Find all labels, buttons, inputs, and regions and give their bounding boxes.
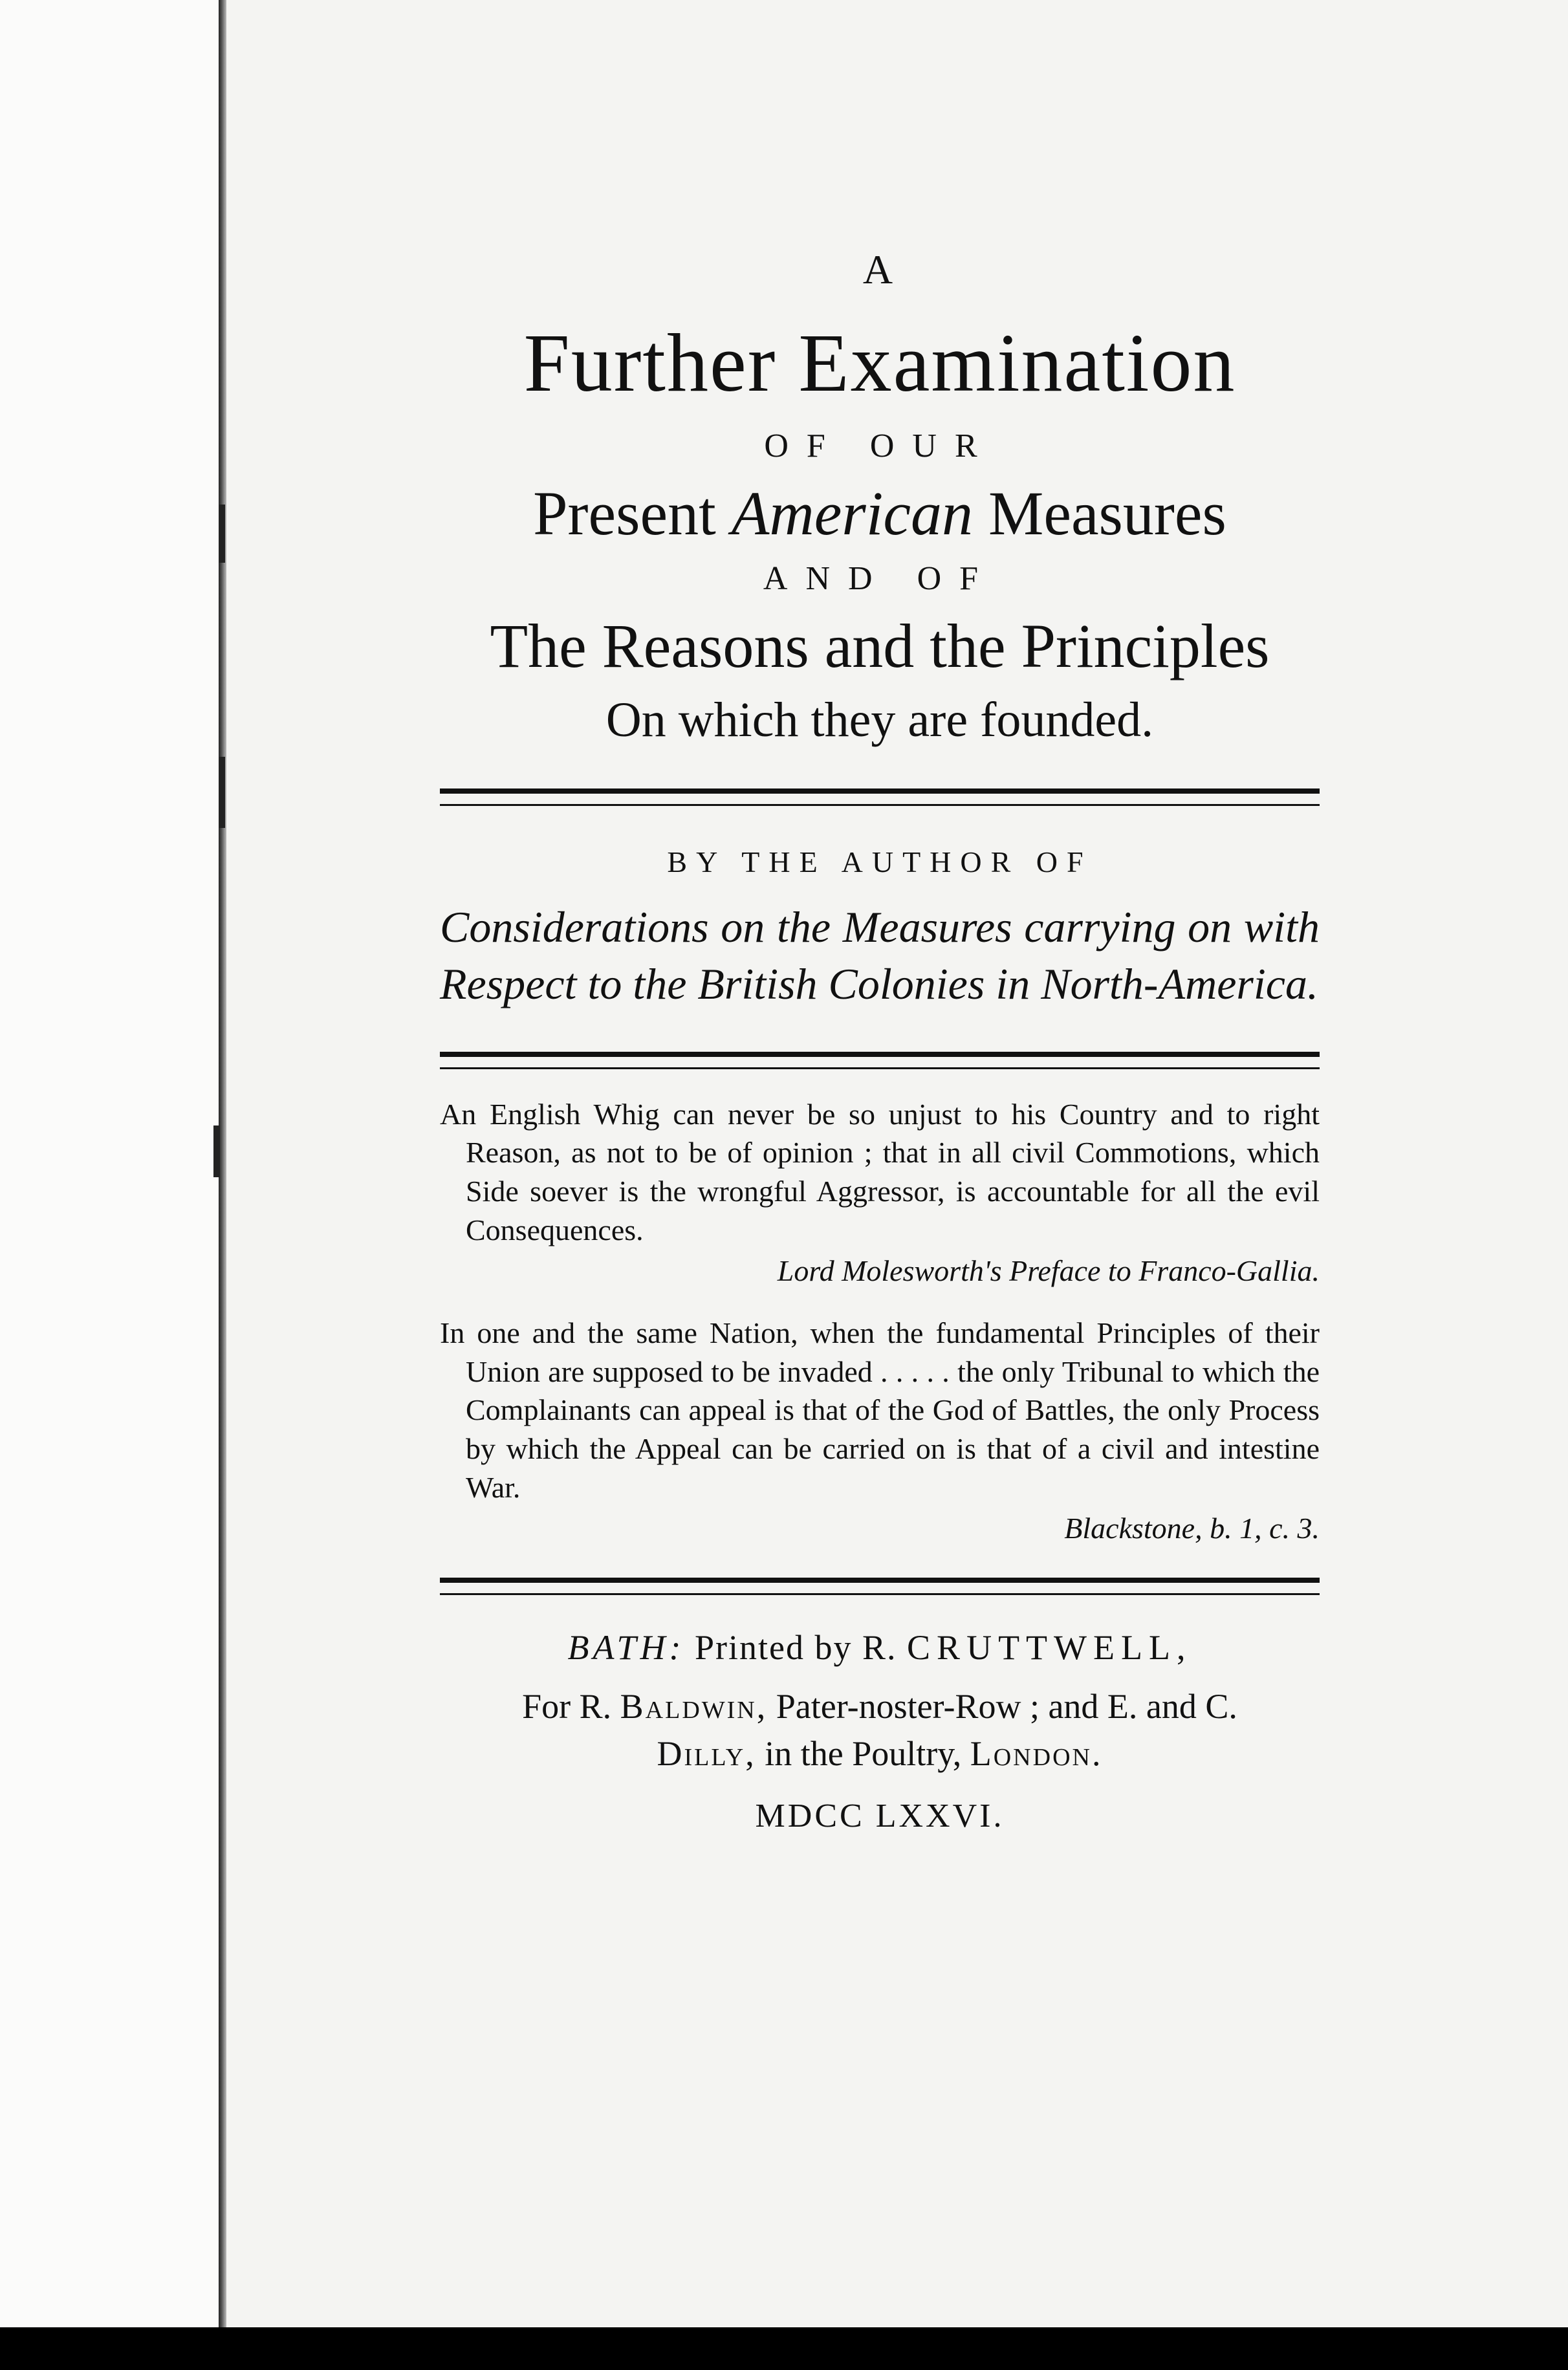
byline: BY THE AUTHOR OF	[667, 845, 1093, 878]
ornamental-rule	[440, 1578, 1320, 1595]
ornamental-rule	[440, 1052, 1320, 1069]
fold-mark	[213, 1125, 220, 1177]
imprint-baldwin: Baldwin,	[620, 1686, 768, 1726]
epigraph-attribution: Blackstone, b. 1, c. 3.	[1064, 1511, 1320, 1545]
imprint-line2-rest: Pater-noster-Row ; and E. and C.	[776, 1686, 1237, 1726]
title-of-our: OF OUR	[764, 428, 996, 465]
title-reasons-line: The Reasons and the Principles	[490, 611, 1270, 680]
imprint-dilly: Dilly,	[657, 1734, 756, 1773]
title-founded-line: On which they are founded.	[605, 692, 1154, 747]
title-measures: Measures	[988, 479, 1226, 549]
title-and-of: AND OF	[763, 560, 997, 597]
imprint-for: For R.	[522, 1686, 612, 1726]
imprint-year: MDCC LXXVI.	[755, 1797, 1005, 1834]
epigraph-attribution: Lord Molesworth's Preface to Franco-Gallia.	[777, 1254, 1320, 1287]
title-article: A	[862, 246, 897, 292]
imprint-line-1	[414, 1627, 1345, 1668]
scan-bottom-border	[0, 2327, 1568, 2370]
imprint-place: BATH:	[567, 1627, 685, 1667]
epigraph-text: An English Whig can never be so unjust to his Country and to right Reason, as not to be of opinion ; that in all civil Commotions, which Side soever is the wrongful Aggressor, is accountable for all the evil Consequences.	[440, 1097, 1320, 1246]
title-american: American	[731, 479, 973, 549]
imprint-london: London.	[970, 1734, 1103, 1773]
considerations-title: Considerations on the Measures carrying on with Respect to the British Colonies in North-America.	[440, 902, 1320, 1009]
fold-mark	[219, 757, 225, 828]
main-title: Further Examination	[523, 317, 1236, 409]
imprint-poultry: in the Poultry,	[765, 1734, 962, 1773]
imprint-printer: CRUTTWELL,	[907, 1627, 1192, 1667]
title-page-content	[414, 220, 1345, 1835]
epigraph-text: In one and the same Nation, when the fundamental Principles of their Union are supposed to be invaded . . . . . the only Tribunal to which the Complainants can appeal is that of the God of Battles, the only Process by which the Appeal can be carried on is that of a civil and intestine War.	[440, 1316, 1320, 1504]
title-measures-line	[414, 479, 1345, 548]
imprint-line-2	[414, 1683, 1345, 1778]
ornamental-rule	[440, 788, 1320, 806]
left-margin	[0, 0, 219, 2327]
imprint-printed-by: Printed by R.	[695, 1627, 897, 1667]
title-present: Present	[533, 479, 716, 549]
fold-mark	[219, 505, 225, 563]
